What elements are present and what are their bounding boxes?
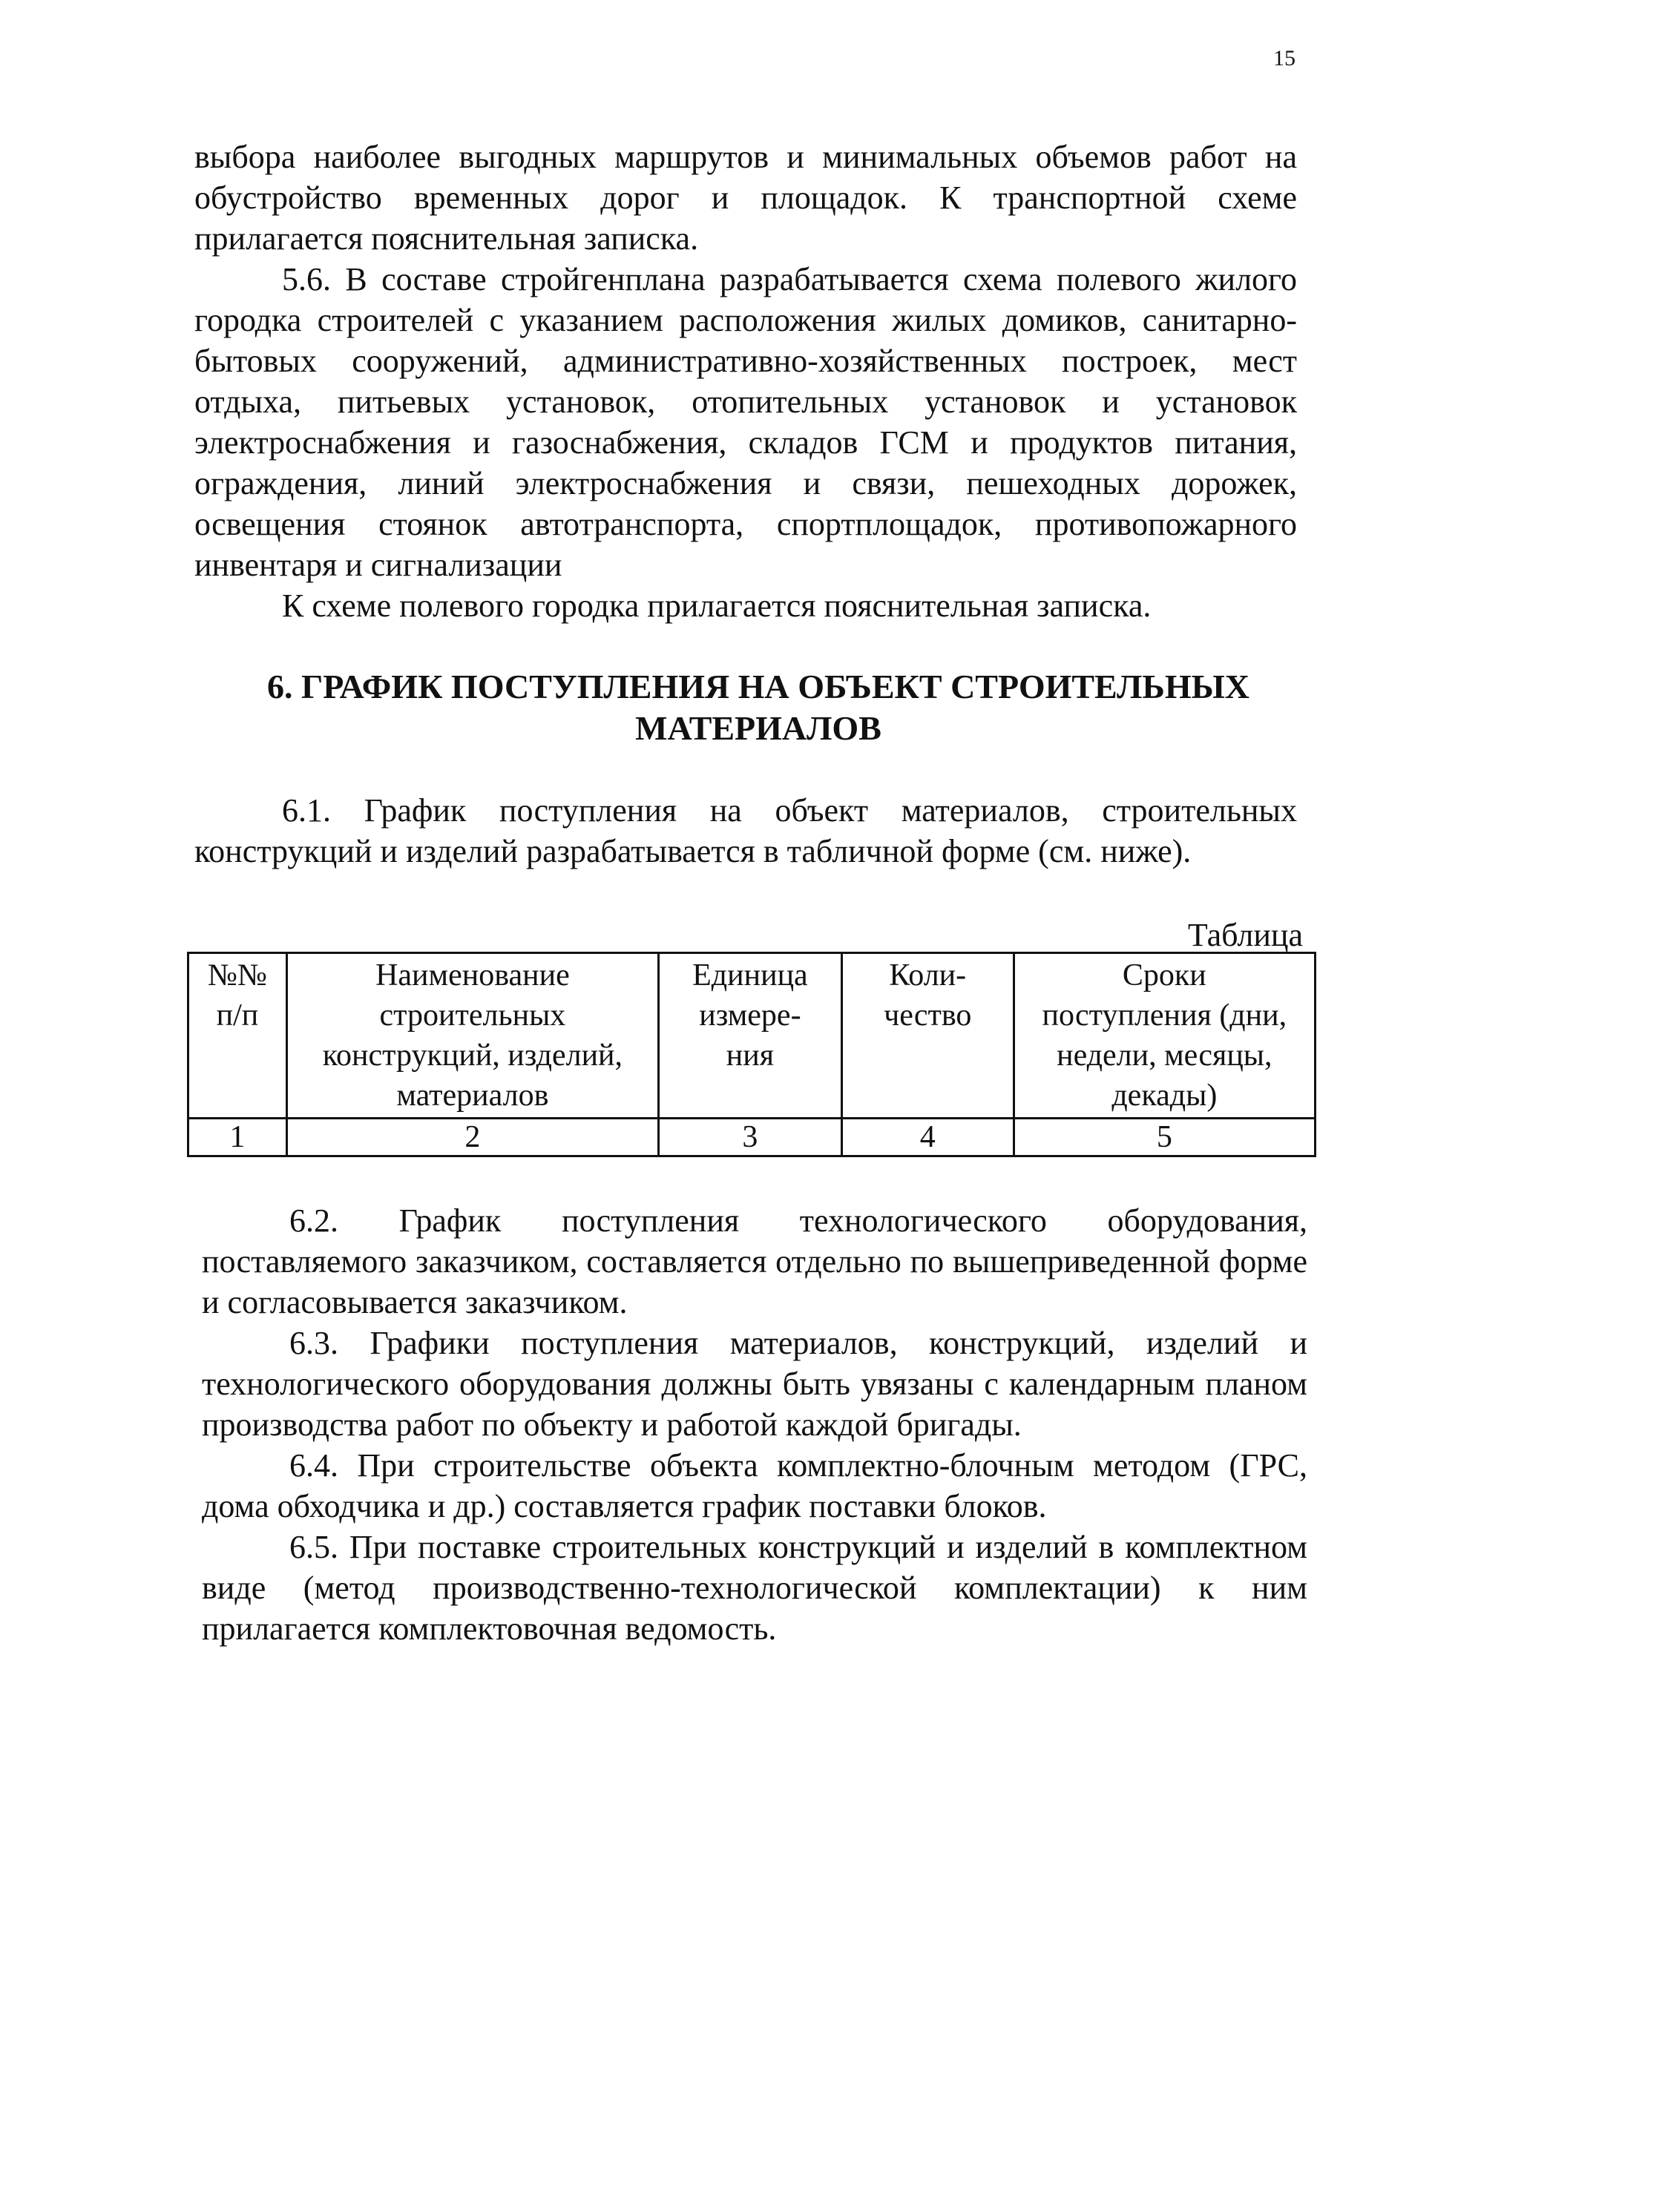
- paragraph-6-4: 6.4. При строительстве объекта комплектно-блочным методом (ГРС, дома обходчика и др.) составляется график поставки блоков.: [202, 1447, 1307, 1524]
- intro-text-block: [194, 136, 1297, 626]
- paragraph-transport-scheme: выбора наиболее выгодных маршрутов и минимальных объемов работ на обустройство временных дорог и площадок. К транспортной схеме прилагается пояснительная записка.: [194, 139, 1297, 257]
- paragraph-6-2: 6.2. График поступления технологического оборудования, поставляемого заказчиком, составляется отдельно по вышеприведенной форме и согласовывается заказчиком.: [202, 1202, 1307, 1320]
- header-name: Наименование строительных конструкций, изделий, материалов: [286, 953, 658, 1119]
- paragraph-town-note: К схеме полевого городка прилагается пояснительная записка.: [282, 587, 1152, 624]
- table-cell: 2: [286, 1119, 658, 1156]
- header-number: №№ п/п: [188, 953, 287, 1119]
- header-terms: Сроки поступления (дни, недели, месяцы, декады): [1014, 953, 1315, 1119]
- section-title: 6. ГРАФИК ПОСТУПЛЕНИЯ НА ОБЪЕКТ СТРОИТЕЛЬНЫХ МАТЕРИАЛОВ: [266, 668, 1249, 747]
- page-number: 15: [1273, 46, 1295, 70]
- paragraph-6-1: 6.1. График поступления на объект материалов, строительных конструкций и изделий разрабатывается в табличной форме (см. ниже).: [194, 792, 1297, 869]
- table-cell: 3: [658, 1119, 841, 1156]
- closing-text-block: [202, 1200, 1307, 1649]
- table-cell: 1: [188, 1119, 287, 1156]
- paragraph-6-3: 6.3. Графики поступления материалов, конструкций, изделий и технологического оборудования должны быть увязаны с календарным планом производства работ по объекту и работой каждой бригады.: [202, 1325, 1307, 1443]
- delivery-schedule-table: [187, 952, 1316, 1157]
- table-cell: 4: [841, 1119, 1014, 1156]
- table-header-row: [188, 953, 1316, 1119]
- paragraph-5-6: 5.6. В составе стройгенплана разрабатывается схема полевого жилого городка строителей с указанием расположения жилых домиков, санитарно-бытовых сооружений, административно-хозяйственных построек, мест отдыха, питьевых установок, отопительных установок и установок электроснабжения и газоснабжения, складов ГСМ и продуктов питания, ограждения, линий электроснабжения и связи, пешеходных дорожек, освещения стоянок автотранспорта, спортплощадок, противопожарного инвентаря и сигнализации: [194, 261, 1297, 583]
- table-cell: 5: [1014, 1119, 1315, 1156]
- section-6-1-block: [194, 790, 1297, 872]
- table-row: [188, 1119, 1316, 1156]
- header-unit: Единица измере- ния: [658, 953, 841, 1119]
- paragraph-6-5: 6.5. При поставке строительных конструкций и изделий в комплектном виде (метод производственно-технологической комплектации) к ним прилагается комплектовочная ведомость.: [202, 1529, 1307, 1647]
- header-quantity: Коли- чество: [841, 953, 1014, 1119]
- table-caption: Таблица: [1187, 917, 1303, 953]
